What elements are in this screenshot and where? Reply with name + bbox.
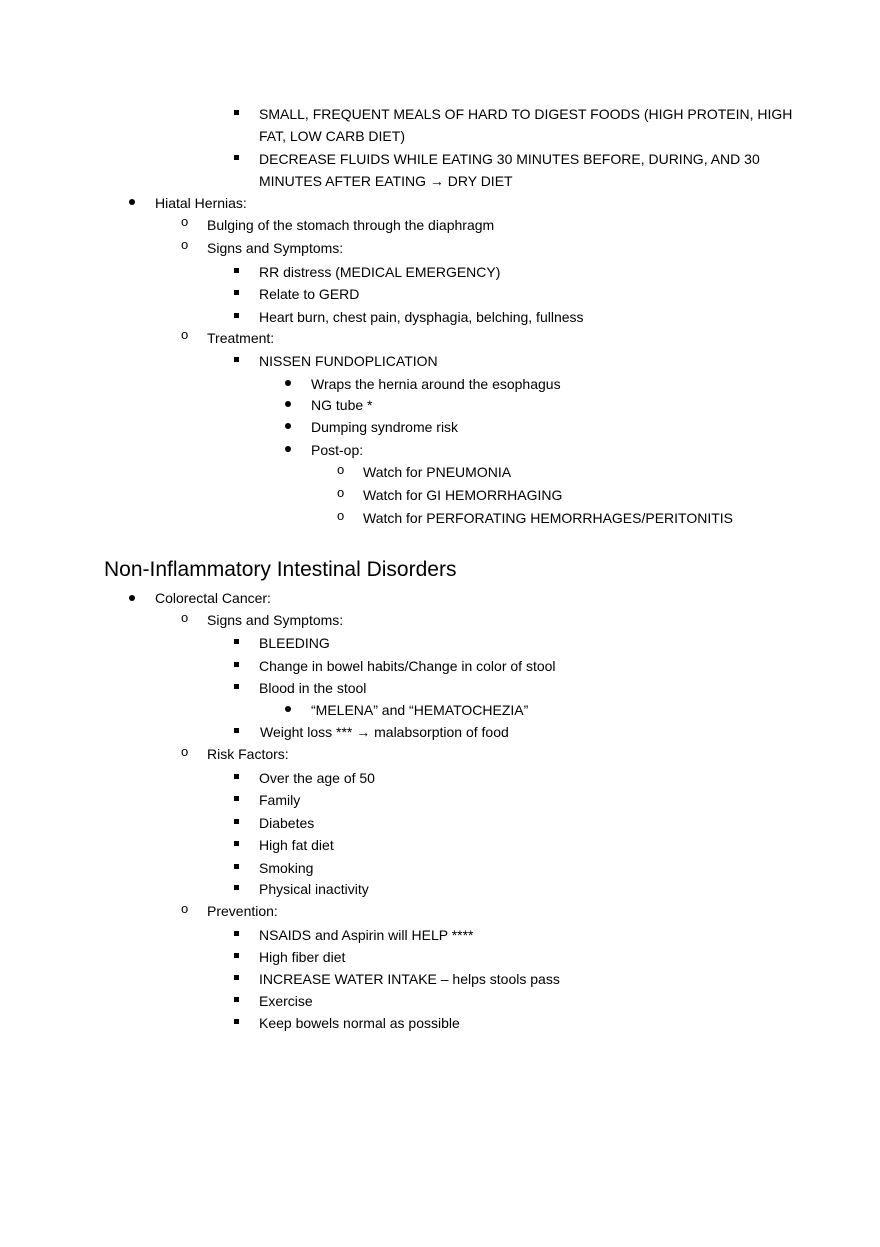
section-heading: Non-Inflammatory Intestinal Disorders	[104, 558, 457, 581]
list-item: Watch for PNEUMONIA	[363, 464, 512, 480]
disc-bullet-icon	[285, 401, 291, 407]
circle-bullet-icon: o	[181, 214, 189, 229]
square-bullet-icon	[234, 953, 239, 958]
square-bullet-icon	[234, 662, 239, 667]
square-bullet-icon	[234, 290, 239, 295]
square-bullet-icon	[234, 864, 239, 869]
list-item: Post-op:	[311, 442, 364, 458]
list-item: Watch for PERFORATING HEMORRHAGES/PERITONITIS	[363, 510, 734, 526]
list-item: BLEEDING	[259, 635, 330, 651]
list-item-continuation: MINUTES AFTER EATING → DRY DIET	[259, 173, 513, 189]
list-item: Risk Factors:	[207, 746, 289, 762]
list-item: RR distress (MEDICAL EMERGENCY)	[259, 264, 501, 280]
square-bullet-icon	[234, 796, 239, 801]
circle-bullet-icon: o	[337, 462, 345, 477]
list-item: Blood in the stool	[259, 680, 367, 696]
list-item: Prevention:	[207, 903, 278, 919]
list-item: Treatment:	[207, 330, 275, 346]
square-bullet-icon	[234, 268, 239, 273]
list-item: Wraps the hernia around the esophagus	[311, 376, 561, 392]
list-item: DECREASE FLUIDS WHILE EATING 30 MINUTES BEFORE, DURING, AND 30	[259, 151, 760, 167]
list-item: Family	[259, 792, 301, 808]
list-item: Weight loss *** → malabsorption of food	[260, 724, 509, 740]
list-item: “MELENA” and “HEMATOCHEZIA”	[311, 702, 529, 718]
list-item: NISSEN FUNDOPLICATION	[259, 353, 438, 369]
square-bullet-icon	[234, 975, 239, 980]
list-item: Smoking	[259, 860, 314, 876]
list-item: Physical inactivity	[259, 881, 369, 897]
list-item-continuation: FAT, LOW CARB DIET)	[259, 128, 405, 144]
list-item: Heart burn, chest pain, dysphagia, belching, fullness	[259, 309, 584, 325]
disc-bullet-icon	[285, 706, 291, 712]
list-item: High fat diet	[259, 837, 334, 853]
list-item: INCREASE WATER INTAKE – helps stools pass	[259, 971, 560, 987]
circle-bullet-icon: o	[181, 610, 189, 625]
list-item: Colorectal Cancer:	[155, 590, 271, 606]
square-bullet-icon	[234, 997, 239, 1002]
list-item: Signs and Symptoms:	[207, 612, 344, 628]
square-bullet-icon	[234, 1019, 239, 1024]
square-bullet-icon	[234, 313, 239, 318]
list-item: Watch for GI HEMORRHAGING	[363, 487, 563, 503]
list-item: Dumping syndrome risk	[311, 419, 459, 435]
list-item: Change in bowel habits/Change in color of stool	[259, 658, 556, 674]
list-item: Signs and Symptoms:	[207, 240, 344, 256]
disc-bullet-icon	[285, 380, 291, 386]
list-item: Diabetes	[259, 815, 315, 831]
list-item: NSAIDS and Aspirin will HELP ****	[259, 927, 474, 943]
list-item: Bulging of the stomach through the diaphragm	[207, 217, 495, 233]
list-item: High fiber diet	[259, 949, 346, 965]
list-item: Exercise	[259, 993, 313, 1009]
square-bullet-icon	[234, 841, 239, 846]
square-bullet-icon	[234, 728, 239, 733]
disc-bullet-icon	[129, 595, 135, 601]
disc-bullet-icon	[285, 446, 291, 452]
circle-bullet-icon: o	[181, 327, 189, 342]
circle-bullet-icon: o	[181, 237, 189, 252]
list-item: SMALL, FREQUENT MEALS OF HARD TO DIGEST FOODS (HIGH PROTEIN, HIGH	[259, 106, 793, 122]
square-bullet-icon	[234, 684, 239, 689]
list-item: Hiatal Hernias:	[155, 195, 247, 211]
disc-bullet-icon	[129, 199, 135, 205]
square-bullet-icon	[234, 774, 239, 779]
list-item: Over the age of 50	[259, 770, 375, 786]
square-bullet-icon	[234, 357, 239, 362]
square-bullet-icon	[234, 885, 239, 890]
list-item: Keep bowels normal as possible	[259, 1015, 460, 1031]
circle-bullet-icon: o	[181, 901, 189, 916]
square-bullet-icon	[234, 155, 239, 160]
list-item: Relate to GERD	[259, 286, 360, 302]
square-bullet-icon	[234, 639, 239, 644]
square-bullet-icon	[234, 931, 239, 936]
circle-bullet-icon: o	[337, 508, 345, 523]
list-item: NG tube *	[311, 397, 373, 413]
circle-bullet-icon: o	[181, 744, 189, 759]
square-bullet-icon	[234, 819, 239, 824]
disc-bullet-icon	[285, 423, 291, 429]
circle-bullet-icon: o	[337, 485, 345, 500]
square-bullet-icon	[234, 110, 239, 115]
